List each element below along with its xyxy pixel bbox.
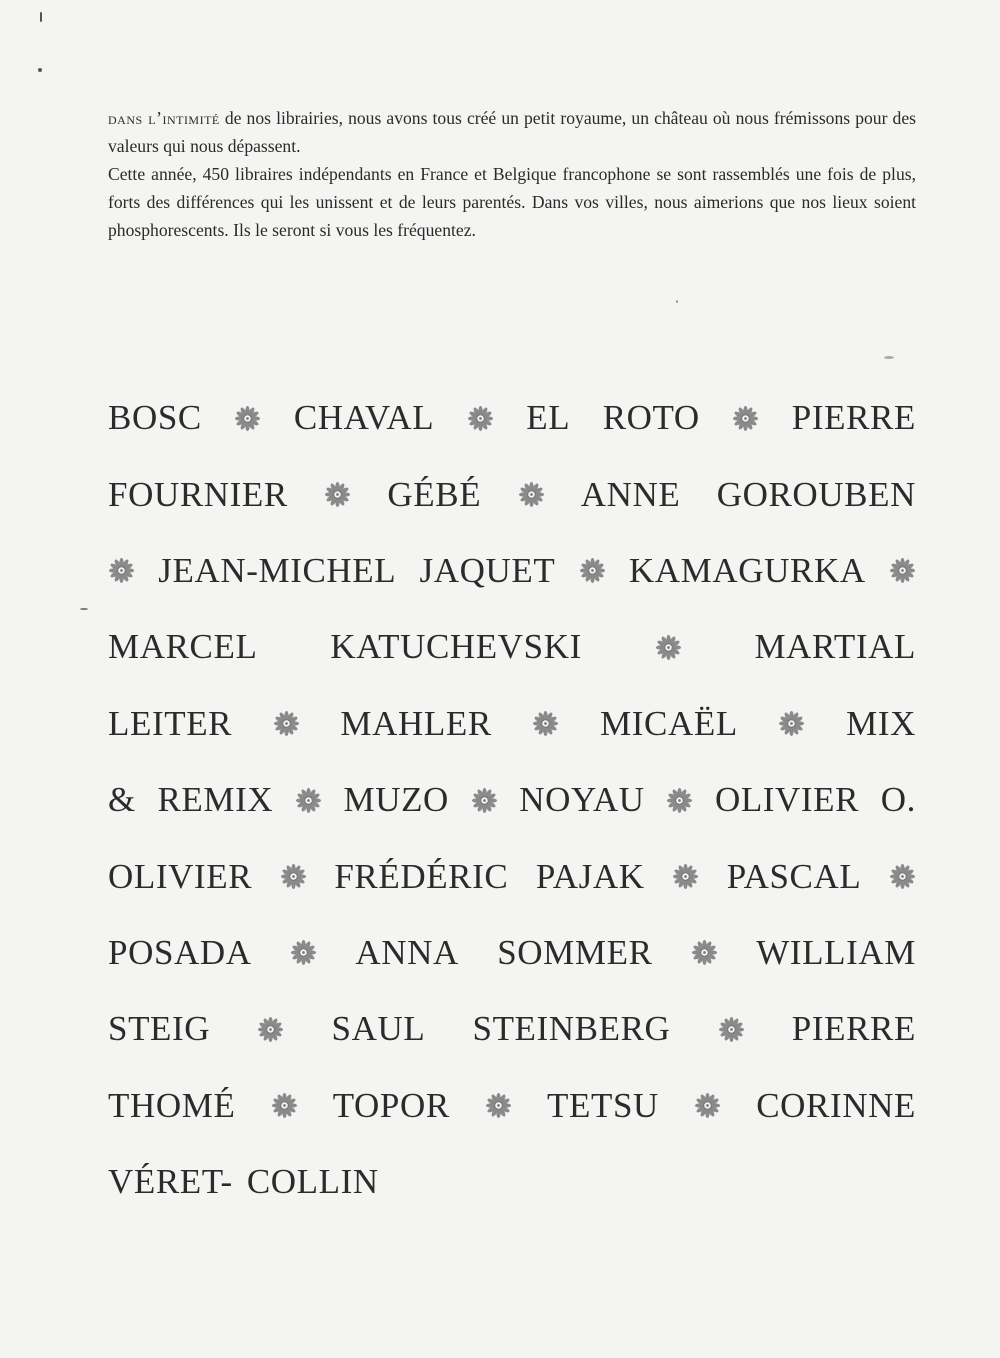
flower-ornament-icon [324,481,351,508]
artist-name-word: MARTIAL [754,627,916,667]
artist-name-word: OLIVIER [714,780,860,820]
artist-name-word: NOYAU [519,780,645,820]
artist-name-word: VÉRET- [108,1162,233,1202]
flower-ornament-icon [655,634,682,661]
artist-name-word: PASCAL [726,856,862,896]
artist-name-word: FRÉDÉRIC [334,856,509,896]
names-row [108,991,916,1067]
artist-name-word: LEITER [108,703,233,743]
names-row [108,838,916,914]
flower-ornament-icon [471,787,498,814]
scan-speck [676,300,678,303]
flower-ornament-icon [778,710,805,737]
flower-ornament-icon [691,939,718,966]
artist-name-word: KATUCHEVSKI [330,627,582,667]
artist-name-word: JEAN-MICHEL [158,550,397,590]
artist-name-word: PAJAK [535,856,645,896]
names-row [108,456,916,532]
artist-name-word: TOPOR [332,1085,450,1125]
artist-names-list [108,380,916,1220]
flower-ornament-icon [732,405,759,432]
flower-ornament-icon [694,1092,721,1119]
artist-name-word: OLIVIER [108,856,253,896]
flower-ornament-icon [271,1092,298,1119]
artist-name-word: EL [526,398,571,438]
flower-ornament-icon [273,710,300,737]
artist-name-word: STEIG [108,1009,211,1049]
artist-name-word: MICAËL [600,703,738,743]
intro-paragraph-2: Cette année, 450 libraires indépendants en France et Belgique francophone se sont rassemblés une fois de plus, forts des différences qui les unissent et de leurs parentés. Dans vos villes, nous aimerions que nos lieux soient phosphorescents. Ils le seront si vous les fréquentez. [108,164,916,240]
artist-name-word: JAQUET [419,550,556,590]
names-row [108,380,916,456]
names-row [108,762,916,838]
artist-name-word: SAUL [331,1009,426,1049]
flower-ornament-icon [467,405,494,432]
flower-ornament-icon [532,710,559,737]
scan-speck [884,356,894,359]
intro-lead: dans l’intimité [108,108,220,128]
flower-ornament-icon [666,787,693,814]
artist-name-word: PIERRE [791,1009,916,1049]
scan-speck [80,608,88,610]
flower-ornament-icon [234,405,261,432]
artist-name-word: BOSC [108,398,202,438]
names-row [108,915,916,991]
intro-paragraph-1-rest: de nos librairies, nous avons tous créé un petit royaume, un château où nous frémissons pour des valeurs qui nous dépassent. [108,108,916,156]
names-row [108,1144,916,1220]
artist-name-word: CORINNE [756,1085,916,1125]
artist-name-word: MIX [846,703,916,743]
artist-name-word: ANNE [580,474,681,514]
flower-ornament-icon [485,1092,512,1119]
flower-ornament-icon [290,939,317,966]
names-row [108,609,916,685]
intro-paragraph-1 [108,104,916,160]
artist-name-word: POSADA [108,932,252,972]
artist-name-word: KAMAGURKA [628,550,866,590]
artist-name-word: CHAVAL [293,398,435,438]
artist-name-word: GOROUBEN [716,474,916,514]
artist-name-word: PIERRE [791,398,916,438]
intro-text [108,104,916,244]
flower-ornament-icon [672,863,699,890]
names-row [108,1068,916,1144]
artist-name-word: TETSU [547,1085,659,1125]
artist-name-word: ROTO [602,398,700,438]
artist-name-word: MUZO [343,780,449,820]
flower-ornament-icon [889,557,916,584]
artist-name-word: O. [880,780,916,820]
flower-ornament-icon [280,863,307,890]
artist-name-word: MAHLER [340,703,492,743]
artist-name-word: FOURNIER [108,474,288,514]
artist-name-word: THOMÉ [108,1085,236,1125]
scan-speck [38,68,42,72]
names-row [108,533,916,609]
artist-name-word: MARCEL [108,627,258,667]
flower-ornament-icon [718,1016,745,1043]
scan-speck [40,12,42,22]
artist-name-word: WILLIAM [756,932,916,972]
flower-ornament-icon [257,1016,284,1043]
flower-ornament-icon [518,481,545,508]
artist-name-word: REMIX [157,780,274,820]
artist-name-word: GÉBÉ [387,474,482,514]
artist-name-word: & [108,780,136,820]
artist-name-word: STEINBERG [472,1009,671,1049]
artist-name-word: SOMMER [497,932,653,972]
flower-ornament-icon [579,557,606,584]
artist-name-word: COLLIN [246,1162,379,1202]
names-row [108,686,916,762]
flower-ornament-icon [295,787,322,814]
artist-name-word: ANNA [355,932,459,972]
flower-ornament-icon [889,863,916,890]
flower-ornament-icon [108,557,135,584]
